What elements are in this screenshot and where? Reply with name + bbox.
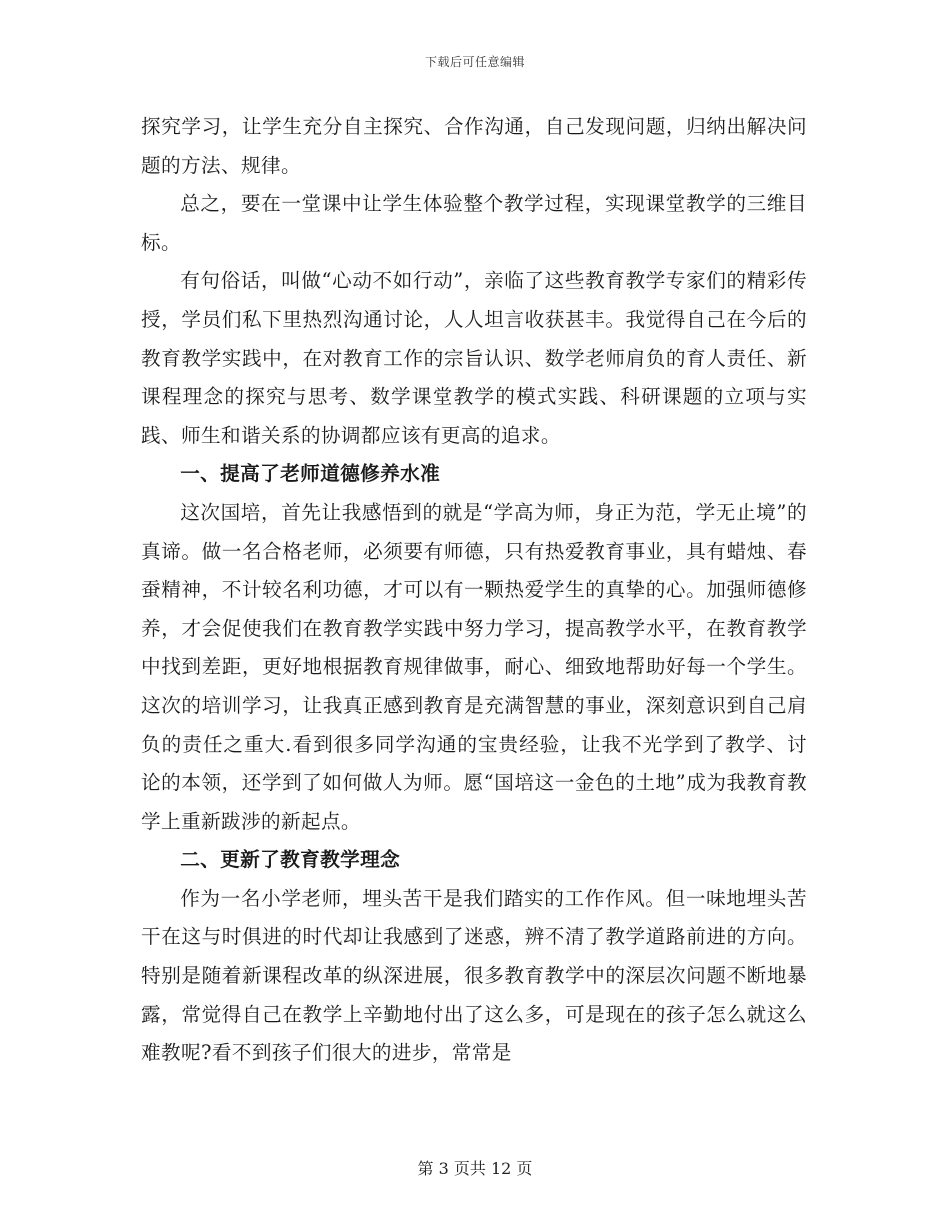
document-body bbox=[141, 108, 807, 1073]
section-1-paragraph: 这次国培，首先让我感悟到的就是“学高为师，身正为范，学无止境”的真谛。做一名合格老师，必须要有师德，只有热爱教育事业，具有蜡烛、春蚕精神，不计较名利功德，才可以有一颗热爱学生的真挚的心。加强师德修养，才会促使我们在教育教学实践中努力学习，提高教学水平，在教育教学中找到差距，更好地根据教育规律做事，耐心、细致地帮助好每一个学生。这次的培训学习，让我真正感到教育是充满智慧的事业，深刻意识到自己肩负的责任之重大.看到很多同学沟通的宝贵经验，让我不光学到了教学、讨论的本领，还学到了如何做人为师。愿“国培这一金色的土地”成为我教育教学上重新跋涉的新起点。 bbox=[141, 500, 807, 833]
paragraph-intro: 有句俗话，叫做“心动不如行动”，亲临了这些教育教学专家们的精彩传授，学员们私下里热烈沟通讨论，人人坦言收获甚丰。我觉得自己在今后的教育教学实践中，在对教育工作的宗旨认识、数学老师肩负的育人责任、新课程理念的探究与思考、数学课堂教学的模式实践、科研课题的立项与实践、师生和谐关系的协调都应该有更高的追求。 bbox=[141, 269, 807, 447]
section-heading-1: 一、提高了老师道德修养水准 bbox=[180, 462, 441, 486]
section-heading-2: 二、更新了教育教学理念 bbox=[180, 848, 401, 872]
page-number: 第 3 页共 12 页 bbox=[417, 1159, 533, 1178]
paragraph-summary: 总之，要在一堂课中让学生体验整个教学过程，实现课堂教学的三维目标。 bbox=[141, 192, 807, 254]
header-note: 下载后可任意编辑 bbox=[424, 55, 525, 69]
section-2-paragraph: 作为一名小学老师，埋头苦干是我们踏实的工作作风。但一味地埋头苦干在这与时俱进的时代却让我感到了迷惑，辨不清了教学道路前进的方向。特别是随着新课程改革的纵深进展，很多教育教学中的深层次问题不断地暴露，常觉得自己在教学上辛勤地付出了这么多，可是现在的孩子怎么就这么难教呢?看不到孩子们很大的进步，常常是 bbox=[141, 886, 807, 1065]
paragraph-continued: 探究学习，让学生充分自主探究、合作沟通，自己发现问题，归纳出解决问题的方法、规律。 bbox=[141, 115, 807, 177]
